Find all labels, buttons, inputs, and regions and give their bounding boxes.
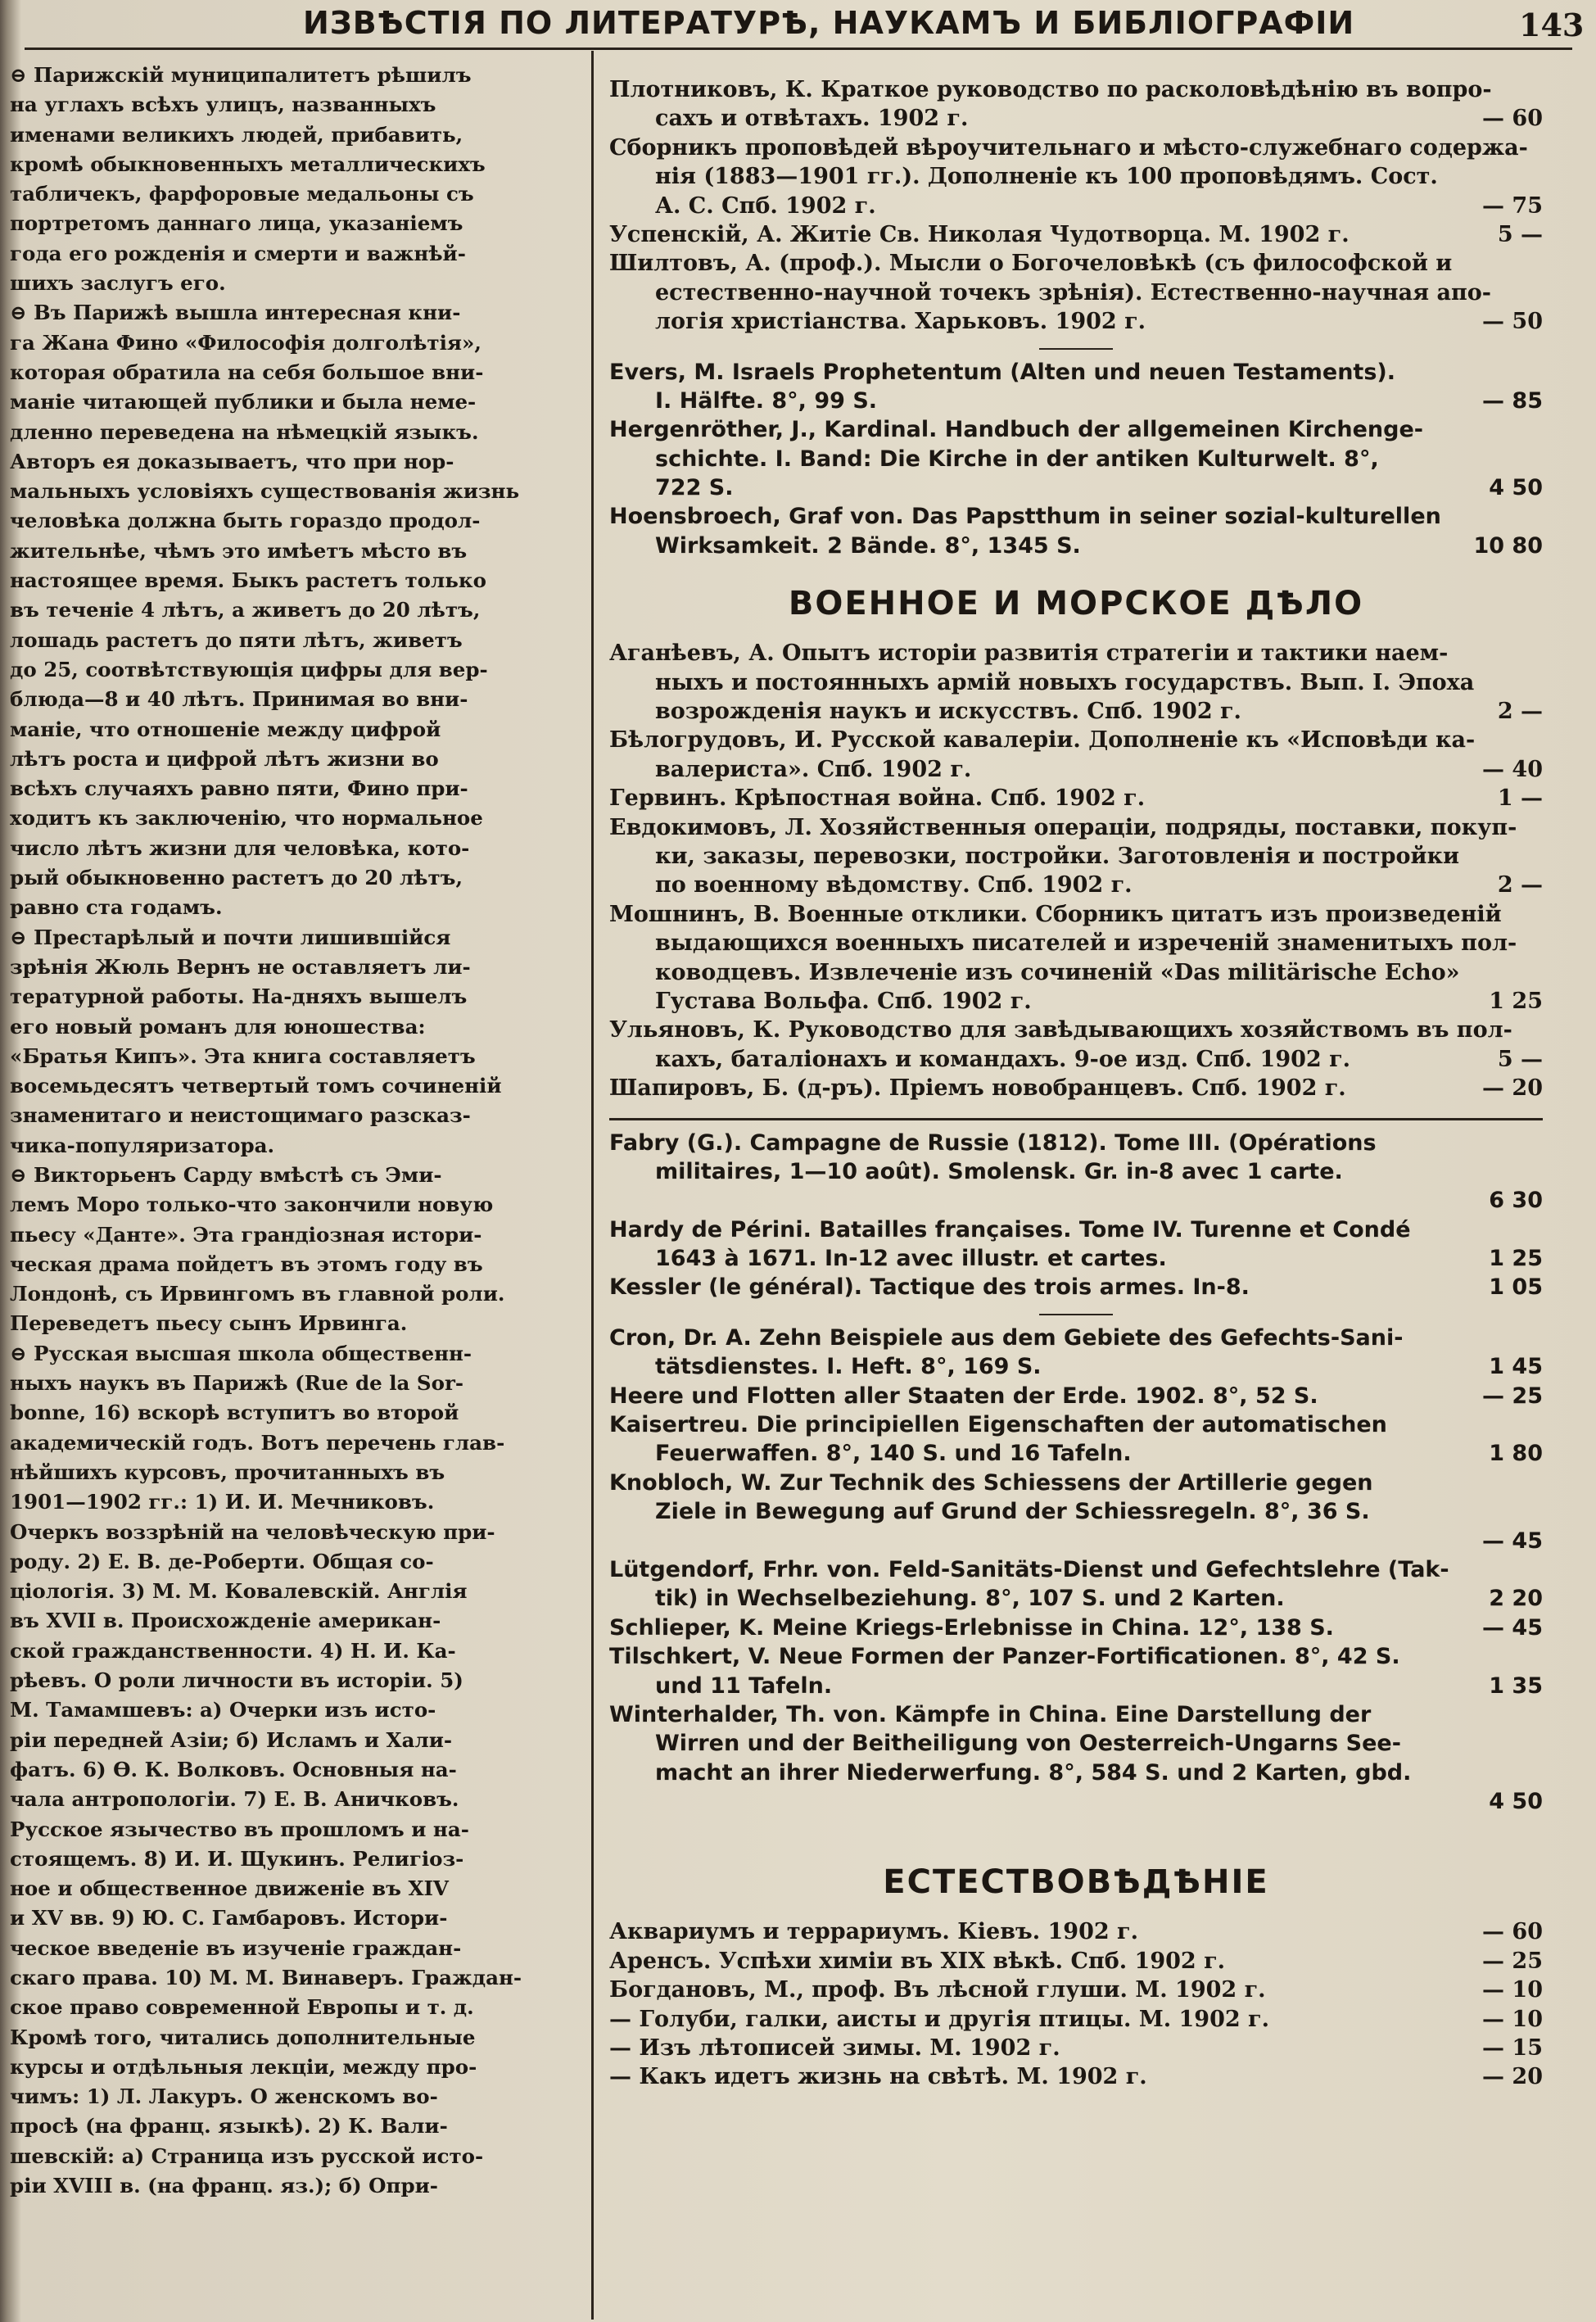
text-line: Очеркъ воззрѣній на человѣческую при- bbox=[10, 1519, 495, 1544]
entry-text: Аренсъ. Успѣхи химіи въ XIX вѣкѣ. Спб. 1902 г. bbox=[609, 1948, 1226, 1974]
entry-text: Hardy de Périni. Batailles françaises. Tome IV. Turenne et Condé bbox=[609, 1216, 1411, 1242]
entry-price: — 45 bbox=[1482, 1528, 1543, 1554]
bibliography-entry bbox=[609, 1016, 1543, 1074]
entry-price: 1 80 bbox=[1489, 1441, 1543, 1467]
text-line: чимъ: 1) Л. Лакуръ. О женскомъ во- bbox=[10, 2084, 438, 2109]
entry-line bbox=[609, 842, 1543, 871]
entry-price: — 75 bbox=[1482, 192, 1543, 219]
bibliography-entry bbox=[609, 726, 1543, 784]
text-line: жительнѣе, чѣмъ это имѣетъ мѣсто въ bbox=[10, 538, 468, 563]
text-line: кромѣ обыкновенныхъ металлическихъ bbox=[10, 152, 486, 176]
entry-text: 1643 à 1671. In-12 avec illustr. et cartes. bbox=[655, 1246, 1167, 1272]
entry-text: ки, заказы, перевозки, постройки. Заготовленія и постройки bbox=[655, 843, 1460, 869]
entry-text: выдающихся военныхъ писателей и изреченій знаменитыхъ пол- bbox=[655, 930, 1517, 957]
entry-text: Сборникъ проповѣдей вѣроучительнаго и мѣсто-служебнаго содержа- bbox=[609, 134, 1528, 161]
entry-text: нія (1883—1901 гг.). Дополненіе къ 100 проповѣдямъ. Сост. bbox=[655, 164, 1438, 190]
left-column-news bbox=[10, 61, 583, 2201]
text-line: которая обратила на себя большое вни- bbox=[10, 360, 484, 384]
entry-price: 6 30 bbox=[1489, 1188, 1543, 1214]
entry-line bbox=[609, 75, 1543, 104]
text-line: и XV вв. 9) Ю. С. Гамбаровъ. Истори- bbox=[10, 1906, 448, 1930]
entry-line bbox=[609, 445, 1543, 473]
text-line: Авторъ ея доказываетъ, что при нор- bbox=[10, 449, 454, 473]
entry-price: 1 05 bbox=[1489, 1274, 1543, 1301]
entry-text: macht an ihrer Niederwerfung. 8°, 584 S. und 2 Karten, gbd. bbox=[655, 1759, 1412, 1786]
text-line: Русское язычество въ прошломъ и на- bbox=[10, 1817, 469, 1841]
text-line: блюда—8 и 40 лѣтъ. Принимая во вни- bbox=[10, 687, 468, 712]
entry-line bbox=[609, 871, 1543, 899]
text-line: га Жана Фино «Философія долголѣтія», bbox=[10, 330, 482, 355]
entry-line bbox=[609, 278, 1543, 307]
entry-text: und 11 Tafeln. bbox=[655, 1672, 833, 1699]
entry-text: Hoensbroech, Graf von. Das Papstthum in seiner sozial-kulturellen bbox=[609, 504, 1441, 530]
entry-price: — 60 bbox=[1482, 1919, 1543, 1945]
text-line: ⊖ Русская высшая школа общественн- bbox=[10, 1341, 472, 1365]
entry-line bbox=[609, 1186, 1543, 1215]
text-line: маніе, что отношеніе между цифрой bbox=[10, 717, 441, 741]
entry-line bbox=[609, 2062, 1543, 2091]
entry-price: — 25 bbox=[1482, 1383, 1543, 1409]
text-line: настоящее время. Быкъ растетъ только bbox=[10, 568, 486, 593]
entry-line bbox=[609, 415, 1543, 444]
entry-line bbox=[609, 1273, 1543, 1301]
entry-price: — 85 bbox=[1482, 387, 1543, 414]
entry-line bbox=[609, 2005, 1543, 2034]
entry-line bbox=[609, 1016, 1543, 1044]
bibliography-entry bbox=[609, 2034, 1543, 2062]
entry-line bbox=[609, 104, 1543, 133]
bibliography-entry bbox=[609, 1273, 1543, 1301]
text-line: ческое введеніе въ изученіе граждан- bbox=[10, 1935, 462, 1960]
bibliography-entry bbox=[609, 1469, 1543, 1555]
entry-text: Успенскій, А. Житіе Св. Николая Чудотворца. М. 1902 г. bbox=[609, 221, 1350, 247]
entry-text: Аквариумъ и террариумъ. Кіевъ. 1902 г. bbox=[609, 1919, 1138, 1945]
text-line: года его рожденія и смерти и важнѣй- bbox=[10, 241, 466, 265]
entry-text: Hergenröther, J., Kardinal. Handbuch der allgemeinen Kirchenge- bbox=[609, 417, 1423, 443]
bibliography-entry bbox=[609, 358, 1543, 416]
entry-text: — Голуби, галки, аисты и другія птицы. М. 1902 г. bbox=[609, 2006, 1270, 2032]
text-line: равно ста годамъ. bbox=[10, 895, 223, 920]
bibliography-entry bbox=[609, 784, 1543, 812]
bibliography-entry bbox=[609, 502, 1543, 560]
entry-line bbox=[609, 249, 1543, 278]
entry-line bbox=[609, 697, 1543, 726]
bibliography-entry bbox=[609, 639, 1543, 726]
short-separator bbox=[1039, 1314, 1113, 1315]
text-line: ное и общественное движеніе въ XIV bbox=[10, 1876, 449, 1901]
entry-price: 10 80 bbox=[1473, 532, 1543, 559]
page-number: 143 bbox=[1519, 7, 1585, 43]
bibliography-entry bbox=[609, 249, 1543, 336]
spacer bbox=[609, 1816, 1543, 1839]
entry-price: 4 50 bbox=[1489, 1789, 1543, 1815]
entry-text: Schlieper, K. Meine Kriegs-Erlebnisse in China. 12°, 138 S. bbox=[609, 1614, 1334, 1641]
text-line: курсы и отдѣльныя лекціи, между про- bbox=[10, 2054, 477, 2079]
entry-text: кахъ, баталіонахъ и командахъ. 9-ое изд. Спб. 1902 г. bbox=[655, 1046, 1351, 1072]
entry-line bbox=[609, 1439, 1543, 1468]
entry-text: по военному вѣдомству. Спб. 1902 г. bbox=[655, 872, 1133, 898]
entry-text: schichte. I. Band: Die Kirche in der antiken Kulturwelt. 8°, bbox=[655, 446, 1379, 472]
entry-text: Cron, Dr. A. Zehn Beispiele aus dem Gebiete des Gefechts-Sani- bbox=[609, 1324, 1404, 1351]
entry-line bbox=[609, 1758, 1543, 1787]
entry-line bbox=[609, 900, 1543, 929]
entry-text: Kessler (le général). Tactique des trois armes. In-8. bbox=[609, 1274, 1250, 1301]
text-line: ріи передней Азіи; б) Исламъ и Хали- bbox=[10, 1727, 453, 1752]
text-line: до 25, соотвѣтствующія цифры для вер- bbox=[10, 657, 488, 681]
entry-line bbox=[609, 1527, 1543, 1555]
bibliography-entry bbox=[609, 220, 1543, 249]
entry-line bbox=[609, 1045, 1543, 1074]
entry-text: Плотниковъ, К. Краткое руководство по расколовѣдѣнію въ вопро- bbox=[609, 77, 1492, 102]
entry-line bbox=[609, 1947, 1543, 1976]
entry-price: — 60 bbox=[1482, 106, 1543, 132]
text-line: Кромѣ того, читались дополнительные bbox=[10, 2025, 476, 2049]
entry-text: Lütgendorf, Frhr. von. Feld-Sanitäts-Dienst und Gefechtslehre (Tak- bbox=[609, 1556, 1449, 1582]
text-line: академическій годъ. Вотъ перечень глав- bbox=[10, 1430, 505, 1455]
entry-line bbox=[609, 1244, 1543, 1273]
text-line: ской гражданственности. 4) Н. И. Ка- bbox=[10, 1638, 456, 1663]
text-line: ⊖ Въ Парижѣ вышла интересная кни- bbox=[10, 301, 461, 325]
text-line: чала антропологіи. 7) Е. В. Аничковъ. bbox=[10, 1787, 459, 1812]
entry-line bbox=[609, 220, 1543, 249]
entry-text: Wirksamkeit. 2 Bände. 8°, 1345 S. bbox=[655, 532, 1081, 559]
section-heading: ВОЕННОЕ И МОРСКОЕ ДѢЛО bbox=[788, 585, 1364, 623]
text-line: знаменитаго и неистощимаго разсказ- bbox=[10, 1103, 471, 1128]
entry-text: Winterhalder, Th. von. Kämpfe in China. Eine Darstellung der bbox=[609, 1701, 1372, 1727]
entry-text: Ziele in Bewegung auf Grund der Schiessregeln. 8°, 36 S. bbox=[655, 1499, 1370, 1525]
text-line: мальныхъ условіяхъ существованія жизнь bbox=[10, 479, 520, 504]
bibliography-entry bbox=[609, 1129, 1543, 1215]
bibliography-entry bbox=[609, 134, 1543, 220]
entry-text: А. С. Спб. 1902 г. bbox=[655, 192, 876, 219]
text-line: роду. 2) Е. В. де-Роберти. Общая со- bbox=[10, 1549, 434, 1573]
entry-price: — 20 bbox=[1482, 1075, 1543, 1102]
page-header bbox=[0, 0, 1596, 51]
entry-line bbox=[609, 1976, 1543, 2004]
entry-line bbox=[609, 1410, 1543, 1439]
entry-text: Гервинъ. Крѣпостная война. Спб. 1902 г. bbox=[609, 785, 1146, 812]
entry-line bbox=[609, 668, 1543, 697]
entry-line bbox=[609, 162, 1543, 191]
column-divider bbox=[591, 51, 594, 2320]
entry-price: 2 20 bbox=[1489, 1586, 1543, 1612]
entry-text: Шапировъ, Б. (д-ръ). Пріемъ новобранцевъ. Спб. 1902 г. bbox=[609, 1075, 1346, 1102]
text-line: табличекъ, фарфоровые медальоны съ bbox=[10, 182, 474, 206]
entry-price: — 20 bbox=[1482, 2064, 1543, 2090]
entry-text: Kaisertreu. Die principiellen Eigenschaften der automatischen bbox=[609, 1412, 1387, 1438]
entry-price: — 25 bbox=[1482, 1948, 1543, 1974]
text-line: ⊖ Парижскій муниципалитетъ рѣшилъ bbox=[10, 63, 472, 87]
text-line: фатъ. 6) Ѳ. К. Волковъ. Основныя на- bbox=[10, 1757, 457, 1781]
text-line: ское право современной Европы и т. д. bbox=[10, 1995, 474, 2020]
entry-line bbox=[609, 813, 1543, 842]
text-line: ціологія. 3) М. М. Ковалевскій. Англія bbox=[10, 1579, 468, 1604]
text-line: 1901—1902 гг.: 1) И. И. Мечниковъ. bbox=[10, 1490, 435, 1514]
text-line: нѣйшихъ курсовъ, прочитанныхъ въ bbox=[10, 1460, 445, 1484]
entry-line bbox=[609, 192, 1543, 220]
text-line: шевскій: а) Страница изъ русской исто- bbox=[10, 2143, 484, 2168]
entry-line bbox=[609, 1614, 1543, 1642]
entry-price: 2 — bbox=[1497, 699, 1543, 725]
entry-text: ководцевъ. Извлеченіе изъ сочиненій «Das militärische Echo» bbox=[655, 959, 1460, 985]
entry-line bbox=[609, 1352, 1543, 1381]
entry-price: 2 — bbox=[1497, 872, 1543, 898]
entry-price: — 10 bbox=[1482, 1977, 1543, 2003]
text-line: ⊖ Викторьенъ Сарду вмѣстѣ съ Эми- bbox=[10, 1162, 442, 1187]
running-title: ИЗВѢСТІЯ ПО ЛИТЕРАТУРѢ, НАУКАМЪ И БИБЛІОГРАФІИ bbox=[303, 5, 1355, 41]
bibliography-entry bbox=[609, 1700, 1543, 1817]
bibliography-entry bbox=[609, 75, 1543, 134]
entry-price: — 50 bbox=[1482, 309, 1543, 335]
entry-price: 1 25 bbox=[1489, 988, 1543, 1014]
text-line: на углахъ всѣхъ улицъ, названныхъ bbox=[10, 93, 436, 117]
entry-line bbox=[609, 784, 1543, 812]
text-line: число лѣтъ жизни для человѣка, кото- bbox=[10, 835, 470, 860]
entry-price: — 45 bbox=[1482, 1614, 1543, 1641]
bibliography-entry bbox=[609, 1947, 1543, 1976]
entry-line bbox=[609, 1497, 1543, 1526]
entry-text: Tilschkert, V. Neue Formen der Panzer-Fortificationen. 8°, 42 S. bbox=[609, 1644, 1400, 1670]
entry-text: Густава Вольфа. Спб. 1902 г. bbox=[655, 988, 1032, 1014]
entry-line bbox=[609, 532, 1543, 560]
text-line: bonne, 16) вскорѣ вступитъ во второй bbox=[10, 1401, 459, 1425]
text-line: шихъ заслугъ его. bbox=[10, 271, 226, 296]
entry-price: 4 50 bbox=[1489, 475, 1543, 501]
text-line: ныхъ наукъ въ Парижѣ (Rue de la Sor- bbox=[10, 1371, 464, 1396]
entry-price: — 15 bbox=[1482, 2035, 1543, 2062]
entry-price: 1 — bbox=[1497, 785, 1543, 812]
text-line: Лондонѣ, съ Ирвингомъ въ главной роли. bbox=[10, 1282, 505, 1306]
bibliography-entry bbox=[609, 1215, 1543, 1274]
entry-text: tik) in Wechselbeziehung. 8°, 107 S. und 2 Karten. bbox=[655, 1586, 1285, 1612]
entry-line bbox=[609, 473, 1543, 502]
entry-line bbox=[609, 1382, 1543, 1410]
text-line: всѣхъ случаяхъ равно пяти, Фино при- bbox=[10, 776, 468, 801]
entry-line bbox=[609, 1555, 1543, 1584]
entry-line bbox=[609, 755, 1543, 784]
entry-text: 722 S. bbox=[655, 475, 734, 501]
text-line: пьесу «Данте». Эта грандіозная истори- bbox=[10, 1222, 482, 1247]
text-line: лошадь растетъ до пяти лѣтъ, живетъ bbox=[10, 627, 463, 652]
text-line: его новый романъ для юношества: bbox=[10, 1014, 426, 1039]
entry-text: логія христіанства. Харьковъ. 1902 г. bbox=[655, 309, 1146, 335]
entry-text: Wirren und der Beitheiligung von Oesterreich-Ungarns See- bbox=[655, 1731, 1401, 1757]
entry-line bbox=[609, 726, 1543, 754]
entry-price: 1 25 bbox=[1489, 1246, 1543, 1272]
entry-line bbox=[609, 1074, 1543, 1102]
entry-line bbox=[609, 1917, 1543, 1946]
text-line: дленно переведена на нѣмецкій языкъ. bbox=[10, 419, 479, 444]
text-line: стоящемъ. 8) И. И. Щукинъ. Религіоз- bbox=[10, 1846, 464, 1871]
entry-text: I. Hälfte. 8°, 99 S. bbox=[655, 387, 878, 414]
text-line: восемьдесятъ четвертый томъ сочиненій bbox=[10, 1074, 502, 1098]
right-column-bibliography bbox=[609, 75, 1543, 2092]
text-line: ческая драма пойдетъ въ этомъ году въ bbox=[10, 1252, 483, 1276]
bibliography-entry bbox=[609, 1074, 1543, 1102]
entry-price: — 40 bbox=[1482, 756, 1543, 782]
text-line: рѣевъ. О роли личности въ исторіи. 5) bbox=[10, 1668, 463, 1693]
entry-line bbox=[609, 358, 1543, 387]
text-line: портретомъ даннаго лица, указаніемъ bbox=[10, 211, 463, 236]
bibliography-entry bbox=[609, 415, 1543, 502]
entry-price: 1 35 bbox=[1489, 1672, 1543, 1699]
text-line: маніе читающей публики и была неме- bbox=[10, 390, 477, 414]
entry-line bbox=[609, 929, 1543, 957]
entry-line bbox=[609, 134, 1543, 162]
text-line: тературной работы. На-дняхъ вышелъ bbox=[10, 984, 468, 1009]
entry-line bbox=[609, 1729, 1543, 1758]
bibliography-entry bbox=[609, 1324, 1543, 1382]
entry-price: 1 45 bbox=[1489, 1354, 1543, 1380]
text-line: Переведетъ пьесу сынъ Ирвинга. bbox=[10, 1311, 408, 1336]
entry-text: Евдокимовъ, Л. Хозяйственныя операціи, подряды, поставки, покуп- bbox=[609, 814, 1517, 840]
text-line: въ XVII в. Происхожденіе американ- bbox=[10, 1609, 441, 1633]
text-line: въ теченіе 4 лѣтъ, а живетъ до 20 лѣтъ, bbox=[10, 598, 481, 622]
bibliography-entry bbox=[609, 1614, 1543, 1642]
bibliography-entry bbox=[609, 1382, 1543, 1410]
text-line: «Братья Кипъ». Эта книга составляетъ bbox=[10, 1043, 476, 1068]
bibliography-entry bbox=[609, 1410, 1543, 1469]
entry-line bbox=[609, 502, 1543, 531]
entry-line bbox=[609, 1469, 1543, 1497]
section-heading: ЕСТЕСТВОВѢДѢНІЕ bbox=[883, 1863, 1269, 1902]
entry-text: Аганѣевъ, А. Опытъ исторіи развитія стратегіи и тактики наем- bbox=[609, 640, 1449, 667]
entry-text: — Какъ идетъ жизнь на свѣтѣ. М. 1902 г. bbox=[609, 2064, 1147, 2090]
entry-text: Fabry (G.). Campagne de Russie (1812). Tome III. (Opérations bbox=[609, 1129, 1377, 1156]
short-separator bbox=[1039, 348, 1113, 350]
text-line: рый обыкновенно растетъ до 20 лѣтъ, bbox=[10, 866, 463, 890]
text-line: ріи XVIII в. (на франц. яз.); б) Опри- bbox=[10, 2174, 438, 2198]
entry-text: Мошнинъ, В. Военные отклики. Сборникъ цитатъ изъ произведеній bbox=[609, 901, 1502, 927]
entry-line bbox=[609, 1642, 1543, 1671]
entry-line bbox=[609, 1584, 1543, 1613]
entry-text: militaires, 1—10 août). Smolensk. Gr. in-8 avec 1 carte. bbox=[655, 1158, 1343, 1184]
entry-text: Feuerwaffen. 8°, 140 S. und 16 Tafeln. bbox=[655, 1441, 1132, 1467]
entry-text: валериста». Спб. 1902 г. bbox=[655, 756, 972, 782]
entry-line bbox=[609, 1157, 1543, 1186]
bibliography-entry bbox=[609, 813, 1543, 900]
entry-line bbox=[609, 1787, 1543, 1816]
text-line: зрѣнія Жюль Вернъ не оставляетъ ли- bbox=[10, 954, 471, 979]
entry-line bbox=[609, 987, 1543, 1016]
entry-text: возрожденія наукъ и искусствъ. Спб. 1902 г. bbox=[655, 699, 1241, 725]
text-line: человѣка должна быть гораздо продол- bbox=[10, 509, 481, 533]
section-rule bbox=[609, 1118, 1543, 1120]
text-line: ходитъ къ заключенію, что нормальное bbox=[10, 806, 483, 831]
entry-text: tätsdienstes. I. Heft. 8°, 169 S. bbox=[655, 1354, 1042, 1380]
entry-line bbox=[609, 1700, 1543, 1729]
entry-text: Knobloch, W. Zur Technik des Schiessens der Artillerie gegen bbox=[609, 1469, 1373, 1496]
text-line: ⊖ Престарѣлый и почти лишившійся bbox=[10, 925, 451, 949]
header-rule bbox=[25, 48, 1572, 50]
entry-line bbox=[609, 2034, 1543, 2062]
entry-line bbox=[609, 387, 1543, 415]
entry-price: 5 — bbox=[1497, 221, 1543, 247]
bibliography-entry bbox=[609, 900, 1543, 1016]
entry-price: — 10 bbox=[1482, 2006, 1543, 2032]
bibliography-entry bbox=[609, 1917, 1543, 1946]
text-line: именами великихъ людей, прибавить, bbox=[10, 122, 463, 147]
bibliography-entry bbox=[609, 1976, 1543, 2004]
entry-text: Шилтовъ, А. (проф.). Мысли о Богочеловѣкѣ (съ философской и bbox=[609, 251, 1453, 277]
entry-line bbox=[609, 1672, 1543, 1700]
text-line: лемъ Моро только-что закончили новую bbox=[10, 1193, 494, 1217]
entry-line bbox=[609, 1129, 1543, 1157]
entry-price: 5 — bbox=[1497, 1046, 1543, 1072]
text-line: скаго права. 10) М. М. Винаверъ. Граждан- bbox=[10, 1966, 522, 1989]
bibliography-entry bbox=[609, 2062, 1543, 2091]
entry-line bbox=[609, 958, 1543, 987]
entry-text: Бѣлогрудовъ, И. Русской кавалеріи. Дополненіе къ «Исповѣди ка- bbox=[609, 727, 1476, 754]
entry-text: Heere und Flotten aller Staaten der Erde. 1902. 8°, 52 S. bbox=[609, 1383, 1318, 1409]
entry-text: естественно-научной точекъ зрѣнія). Естественно-научная апо- bbox=[655, 279, 1491, 306]
entry-line bbox=[609, 307, 1543, 336]
entry-line bbox=[609, 1324, 1543, 1352]
bibliography-entry bbox=[609, 1555, 1543, 1614]
bibliography-entry bbox=[609, 2005, 1543, 2034]
entry-line bbox=[609, 1215, 1543, 1244]
text-line: лѣтъ роста и цифрой лѣтъ жизни во bbox=[10, 746, 439, 771]
entry-text: Богдановъ, М., проф. Въ лѣсной глуши. М. 1902 г. bbox=[609, 1977, 1266, 2003]
text-line: просѣ (на франц. языкѣ). 2) К. Вали- bbox=[10, 2114, 448, 2139]
entry-text: Evers, M. Israels Prophetentum (Alten und neuen Testaments). bbox=[609, 359, 1396, 385]
entry-text: — Изъ лѣтописей зимы. М. 1902 г. bbox=[609, 2035, 1060, 2062]
entry-line bbox=[609, 639, 1543, 668]
bibliography-entry bbox=[609, 1642, 1543, 1700]
entry-text: Ульяновъ, К. Руководство для завѣдывающихъ хозяйствомъ въ пол- bbox=[609, 1017, 1512, 1043]
text-line: М. Тамамшевъ: а) Очерки изъ исто- bbox=[10, 1698, 436, 1722]
entry-text: ныхъ и постоянныхъ армій новыхъ государствъ. Вып. I. Эпоха bbox=[655, 669, 1475, 695]
entry-text: сахъ и отвѣтахъ. 1902 г. bbox=[655, 106, 969, 132]
text-line: чика-популяризатора. bbox=[10, 1133, 274, 1157]
